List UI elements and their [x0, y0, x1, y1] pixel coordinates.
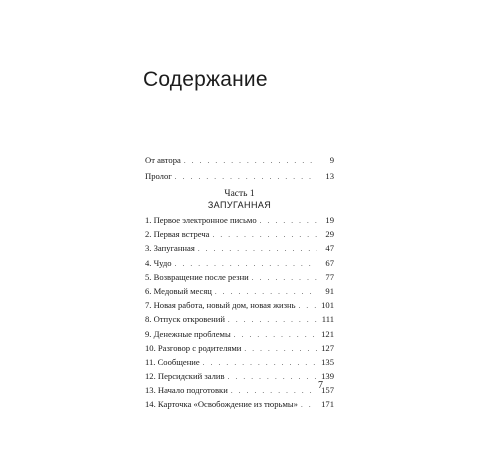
dot-leader	[252, 271, 317, 285]
toc-entry-page: 121	[321, 328, 334, 339]
part-number: Часть 1	[224, 189, 255, 199]
dot-leader	[213, 228, 318, 242]
toc-entry-label: Пролог	[145, 170, 172, 181]
toc-entry	[145, 227, 334, 241]
toc-entry-label: 5. Возвращение после резни	[145, 271, 249, 282]
toc-entry	[145, 341, 334, 355]
toc-entry-label: 1. Первое электронное письмо	[145, 215, 257, 225]
dot-leader	[231, 384, 317, 398]
toc-entry-label: 2. Первая встреча	[145, 229, 210, 240]
toc-entry-label: 3. Запуганная	[145, 243, 195, 254]
toc-entry-label: 10. Разговор с родителями	[145, 342, 242, 353]
toc-entry-label: 6. Медовый месяц	[145, 285, 212, 296]
toc-entry	[145, 312, 334, 326]
toc-entry-label: От автора	[145, 155, 181, 165]
dot-leader	[244, 342, 317, 356]
toc-entry-label: 9. Денежные проблемы	[145, 328, 231, 339]
toc-entry	[145, 241, 334, 255]
dot-leader	[234, 328, 317, 342]
dot-leader	[184, 154, 317, 170]
front-matter-list	[145, 153, 334, 184]
toc-entry	[145, 397, 334, 411]
dot-leader	[260, 214, 317, 228]
toc-entry-page: 171	[321, 399, 334, 410]
toc-entry	[145, 153, 334, 169]
toc-entry-page: 127	[321, 342, 334, 353]
toc-entry	[145, 256, 334, 270]
toc-entry	[145, 213, 334, 227]
dot-leader	[228, 313, 317, 327]
toc-entry-page: 91	[325, 285, 334, 296]
toc-entry-page: 9	[329, 155, 334, 165]
chapter-list	[145, 213, 334, 412]
toc-entry-page: 139	[321, 371, 334, 382]
toc-entry-label: 7. Новая работа, новый дом, новая жизнь	[145, 300, 296, 311]
toc-entry-label: 13. Начало подготовки	[145, 385, 228, 396]
toc-entry-page: 47	[325, 243, 334, 254]
toc-entry	[145, 169, 334, 185]
toc-entry	[145, 284, 334, 298]
toc-entry	[145, 270, 334, 284]
toc-entry-page: 157	[321, 385, 334, 396]
dot-leader	[228, 370, 317, 384]
toc-entry-page: 13	[325, 170, 334, 181]
toc-entry	[145, 369, 334, 383]
page-title: Содержание	[143, 68, 268, 91]
toc-entry	[145, 298, 334, 312]
page-number: 7	[318, 380, 323, 391]
dot-leader	[175, 170, 317, 186]
part-title: ЗАПУГАННАЯ	[207, 200, 272, 210]
toc-entry-page: 67	[325, 257, 334, 268]
dot-leader	[175, 257, 317, 271]
dot-leader	[215, 285, 317, 299]
toc-entry	[145, 383, 334, 397]
dot-leader	[198, 242, 317, 256]
dot-leader	[299, 299, 317, 313]
toc-entry-page: 29	[325, 229, 334, 240]
dot-leader	[203, 356, 317, 370]
toc-entry-label: 11. Сообщение	[145, 356, 200, 367]
toc-entry-label: 12. Персидский залив	[145, 371, 225, 382]
part-heading	[145, 189, 334, 211]
toc-entry	[145, 327, 334, 341]
toc-entry-page: 101	[321, 300, 334, 311]
toc-entry-label: 8. Отпуск откровений	[145, 314, 225, 325]
toc-entry-label: 4. Чудо	[145, 257, 172, 268]
toc-entry-page: 135	[321, 356, 334, 367]
toc-entry-page: 111	[321, 314, 334, 325]
toc-entry-label: 14. Карточка «Освобождение из тюрьмы»	[145, 399, 298, 410]
dot-leader	[301, 398, 317, 412]
toc-entry-page: 77	[325, 271, 334, 282]
toc-entry-page: 19	[325, 215, 334, 225]
toc-entry	[145, 355, 334, 369]
